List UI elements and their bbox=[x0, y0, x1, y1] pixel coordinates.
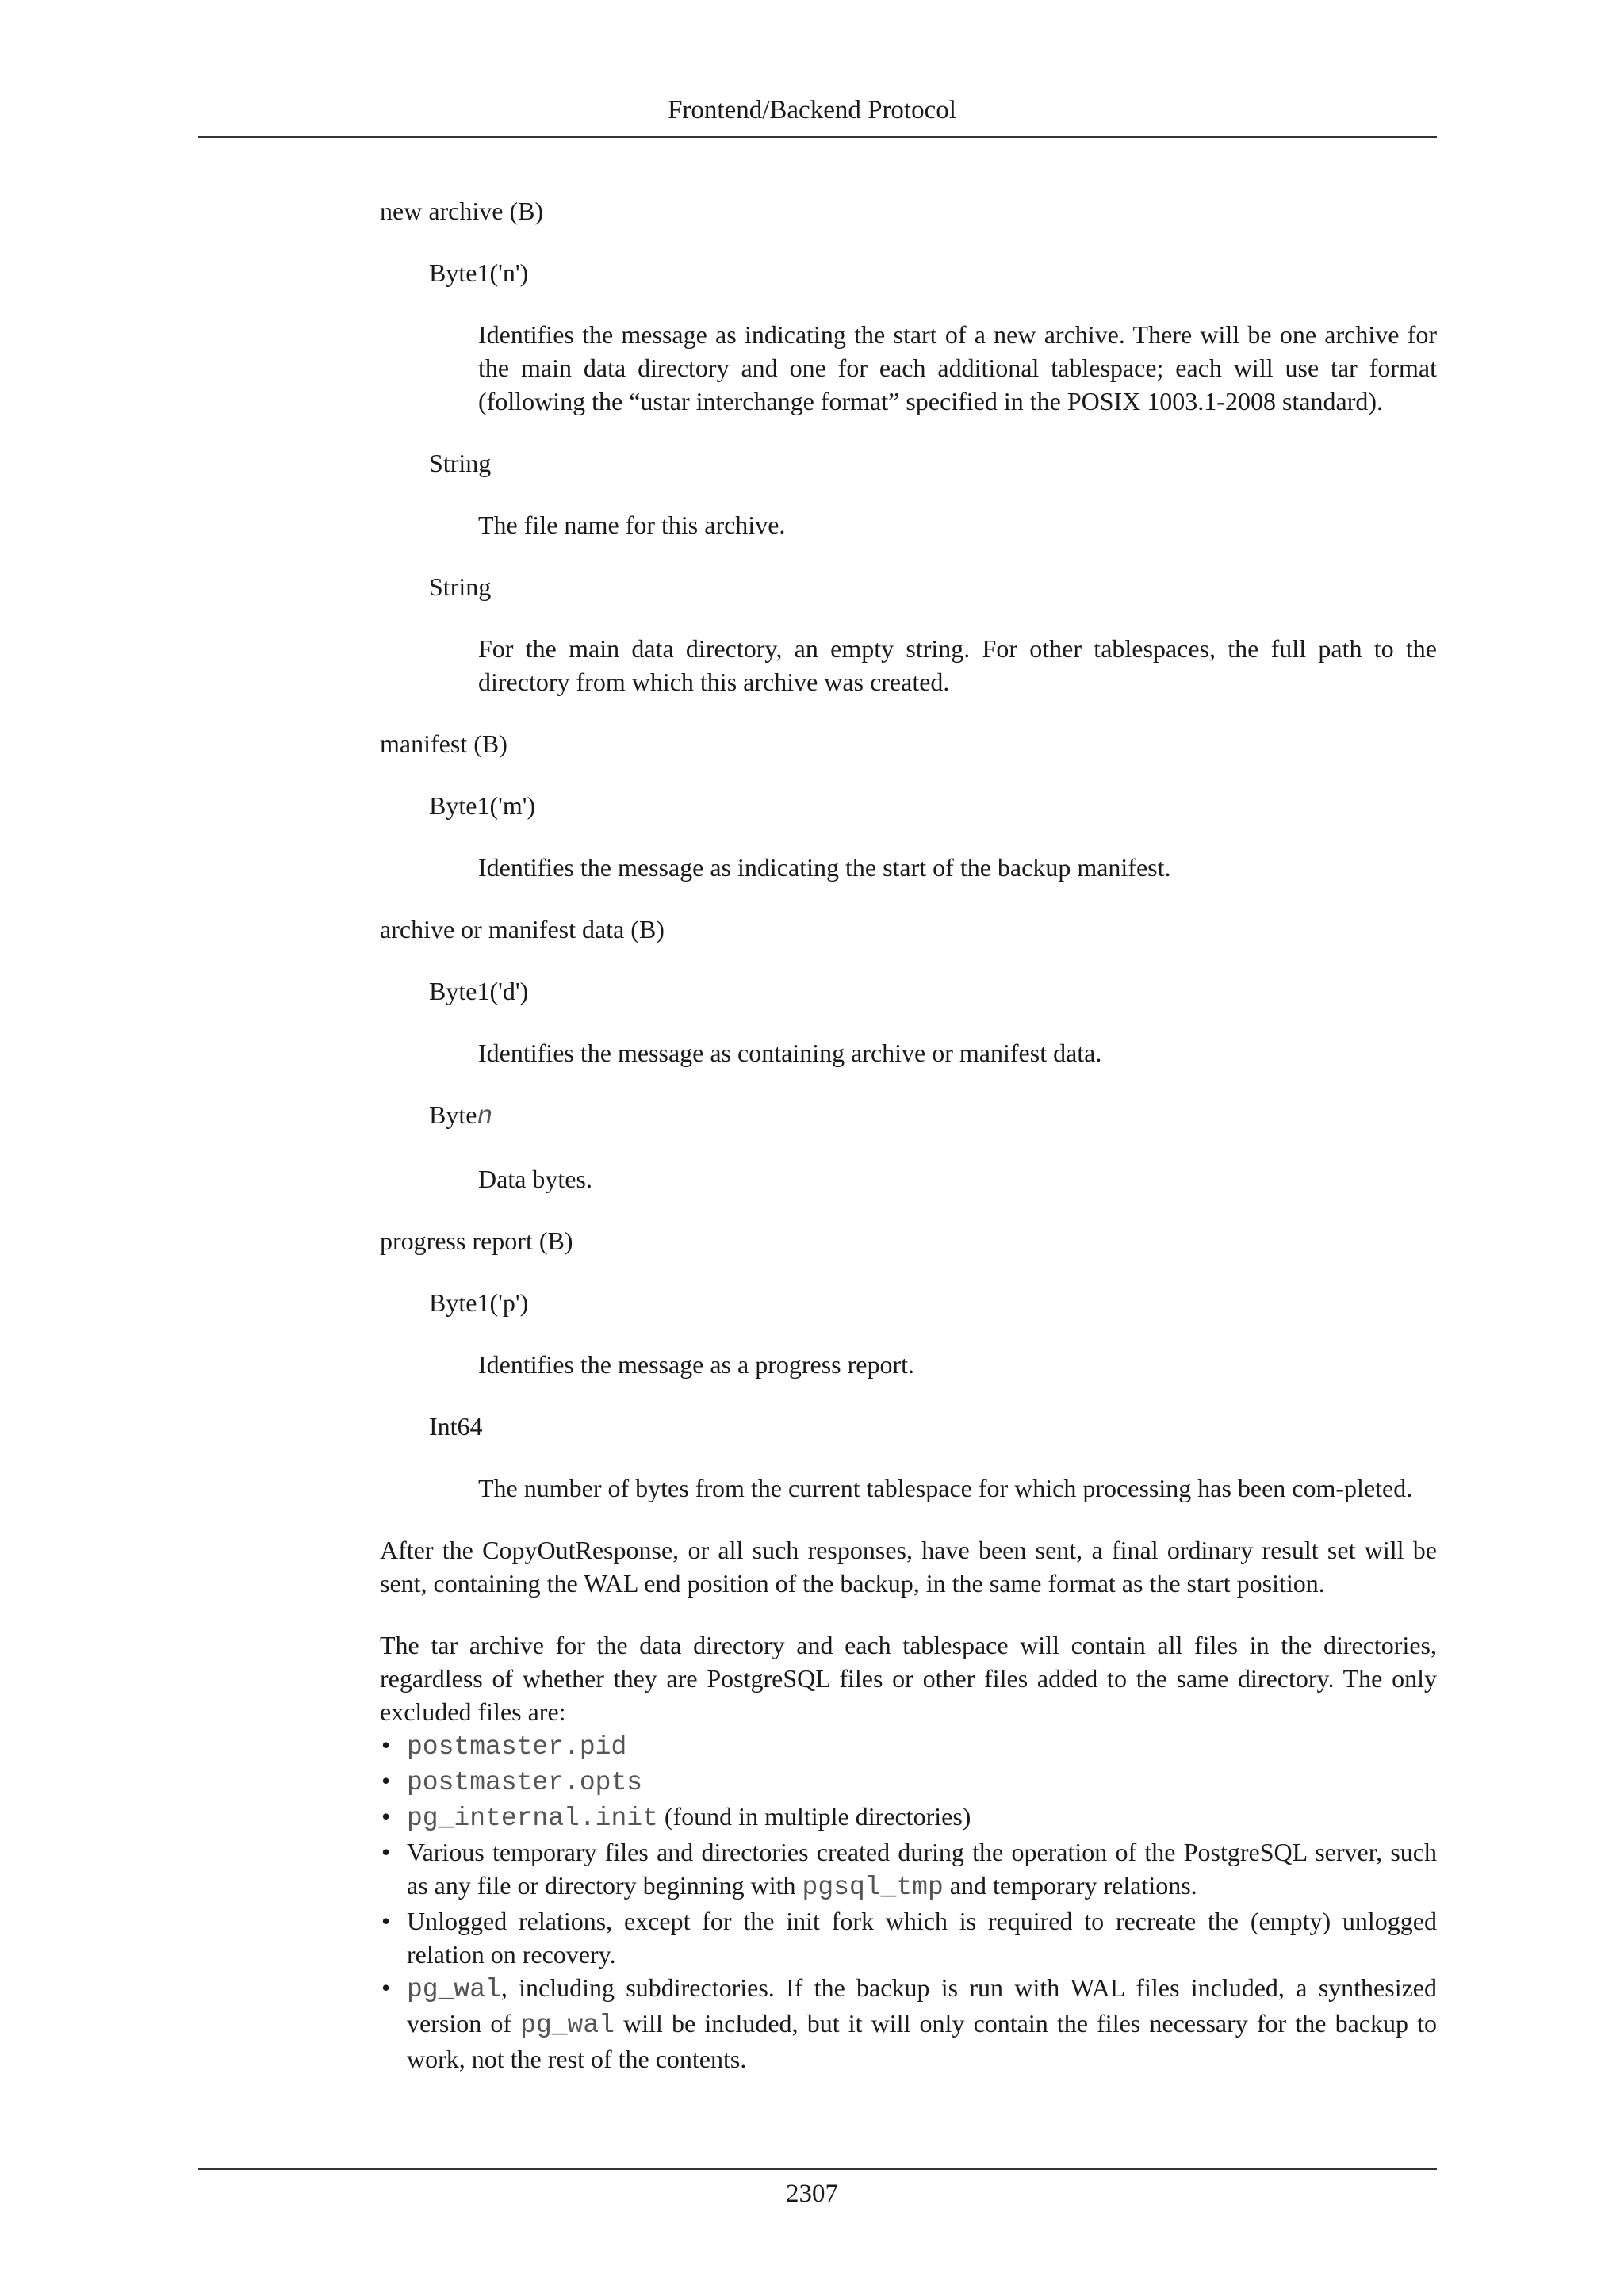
bullet-icon: • bbox=[381, 1838, 391, 1866]
list-item bbox=[380, 1728, 1437, 1764]
message-term: manifest (B) bbox=[380, 729, 508, 758]
list-item bbox=[380, 1971, 1437, 2076]
excluded-files-list bbox=[380, 1728, 1437, 2076]
list-item bbox=[380, 1800, 1437, 1835]
field-name: String bbox=[429, 449, 492, 477]
field-description: Identifies the message as containing archive or manifest data. bbox=[478, 1039, 1102, 1067]
field-name: Byte1('n') bbox=[429, 258, 529, 287]
field-description: Identifies the message as a progress report. bbox=[478, 1350, 915, 1379]
bullet-icon: • bbox=[381, 1907, 391, 1935]
list-item-text: will be included, but it will only contain the files necessary for the backup to work, not the rest of the contents. bbox=[407, 2009, 1438, 2073]
field-name: Byte1('p') bbox=[429, 1288, 529, 1317]
header-rule bbox=[198, 136, 1437, 138]
field-description: Identifies the message as indicating the start of a new archive. There will be one archive for the main data directory and one for each additional tablespace; each will use tar format (following the “ustar interchange format” specified in the POSIX 1003.1-2008 standard). bbox=[478, 320, 1437, 415]
bullet-icon: • bbox=[381, 1766, 391, 1795]
list-item-text: Unlogged relations, except for the init fork which is required to recreate the (empty) unlogged relation on recovery. bbox=[407, 1907, 1437, 1969]
list-item-text: Various temporary files and directories created during the operation of the PostgreSQL server, such as any file or directory beginning with bbox=[407, 1838, 1437, 1900]
list-item bbox=[380, 1904, 1437, 1971]
running-header: Frontend/Backend Protocol bbox=[668, 96, 956, 124]
field-name: Int64 bbox=[429, 1412, 483, 1441]
list-item-text: and temporary relations. bbox=[943, 1871, 1197, 1900]
field-description: Data bytes. bbox=[478, 1165, 592, 1193]
bullet-icon: • bbox=[381, 1731, 391, 1759]
file-name-code: postmaster.opts bbox=[407, 1768, 643, 1797]
paragraph-after-copy: After the CopyOutResponse, or all such responses, have been sent, a final ordinary result set will be sent, containing the WAL end position of the backup, in the same format as the start position. bbox=[380, 1536, 1437, 1598]
field-name-byten bbox=[429, 1098, 1437, 1134]
file-name-code: pgsql_tmp bbox=[802, 1873, 944, 1902]
file-name-code: pg_wal bbox=[407, 1975, 501, 2004]
file-name-code: pg_internal.init bbox=[407, 1804, 658, 1833]
list-item bbox=[380, 1764, 1437, 1800]
field-description: For the main data directory, an empty string. For other tablespaces, the full path to the directory from which this archive was created. bbox=[478, 634, 1437, 696]
field-description: The file name for this archive. bbox=[478, 511, 786, 539]
list-item bbox=[380, 1835, 1437, 1904]
field-name-prefix: Byte bbox=[429, 1100, 477, 1129]
bullet-icon: • bbox=[381, 1802, 391, 1831]
list-item-text: , including subdirectories. If the backup is run with WAL files included, a synthesized version of bbox=[407, 1973, 1437, 2038]
page-number: 2307 bbox=[786, 2179, 838, 2208]
message-term: progress report (B) bbox=[380, 1226, 573, 1255]
paragraph-tar-archive: The tar archive for the data directory and each tablespace will contain all files in the directories, regardless of whether they are PostgreSQL files or other files added to the same directory. The only excluded files are: bbox=[380, 1631, 1437, 1726]
footer-rule bbox=[198, 2168, 1437, 2170]
field-description: Identifies the message as indicating the start of the backup manifest. bbox=[478, 853, 1171, 882]
field-name: String bbox=[429, 572, 492, 601]
file-name-code: pg_wal bbox=[520, 2011, 615, 2040]
page-content bbox=[380, 194, 1437, 2076]
list-item-text: (found in multiple directories) bbox=[657, 1802, 971, 1831]
field-name: Byte1('m') bbox=[429, 791, 536, 820]
file-name-code: postmaster.pid bbox=[407, 1732, 627, 1762]
bullet-icon: • bbox=[381, 1973, 391, 2002]
message-term: new archive (B) bbox=[380, 197, 544, 225]
field-name: Byte1('d') bbox=[429, 977, 529, 1005]
field-description: The number of bytes from the current tablespace for which processing has been com-pleted. bbox=[478, 1474, 1413, 1502]
field-name-code: n bbox=[477, 1102, 493, 1131]
message-term: archive or manifest data (B) bbox=[380, 915, 665, 943]
